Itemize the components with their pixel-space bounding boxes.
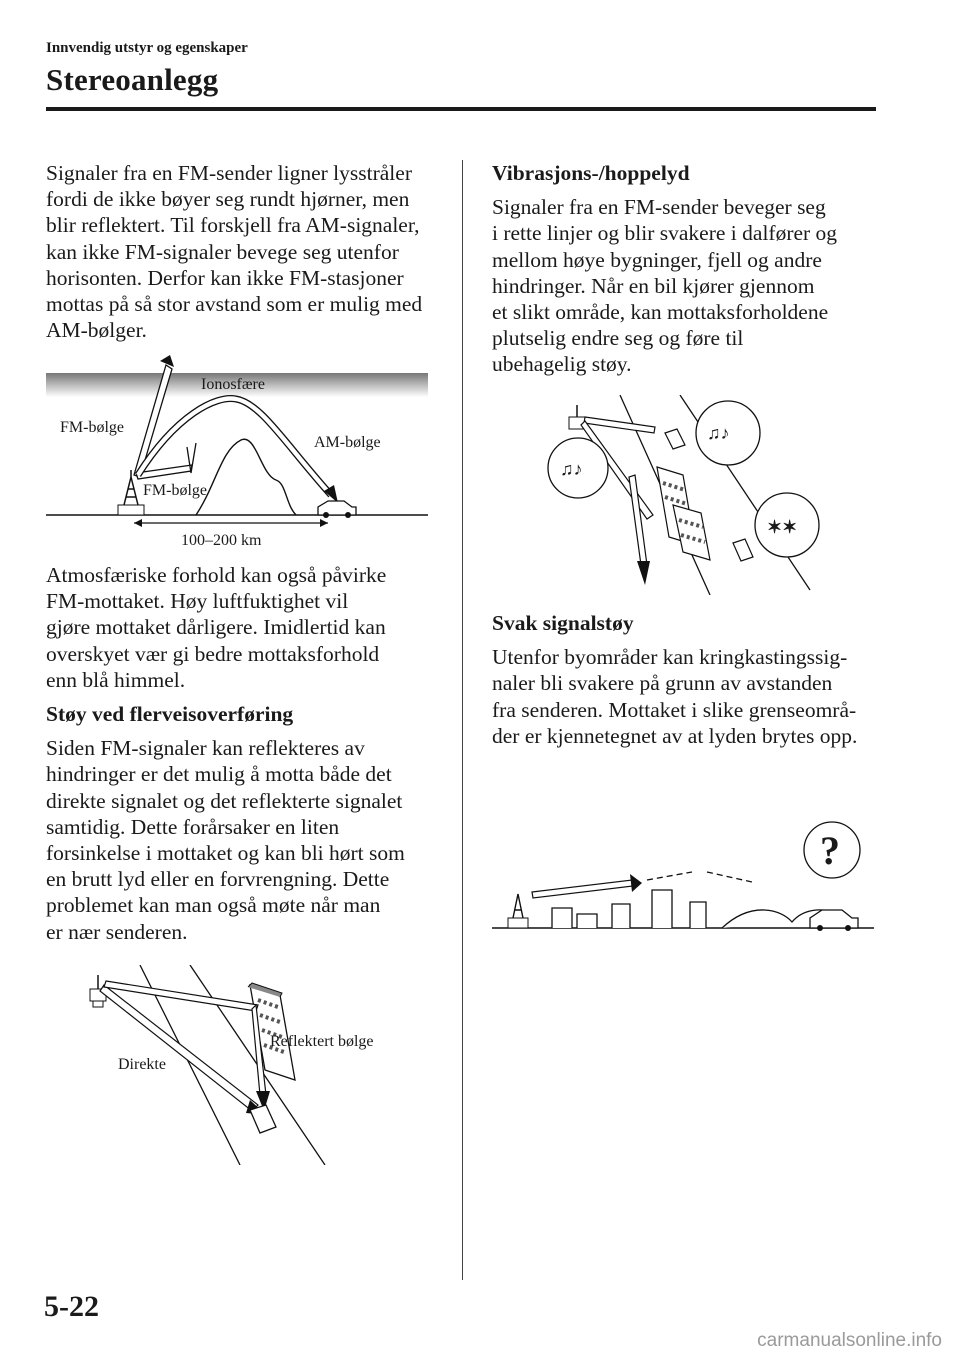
right-col-top: [492, 160, 892, 378]
mountain-outline: [196, 439, 296, 515]
direct-label: Direkte: [118, 1056, 166, 1073]
paragraph-atmospheric: Atmosfæriske forhold kan også påvirke FM-mottaket. Høy luftfuktighet vil gjøre mottaket dårligere. Imidlertid kan overskyet vær gi bedre mottaksforhold enn blå himmel.: [46, 563, 387, 692]
signal-wave-arrow: [532, 880, 633, 898]
page-title: Stereoanlegg: [46, 62, 219, 97]
figure-weak-signal: [492, 810, 877, 935]
paragraph-weak-signal: Utenfor byområder kan kringkastingssig- naler bli svakere på grunn av avstanden fra senderen. Mottaket i slike grenseområ- der er kjennetegnet av at lyden brytes opp.: [492, 645, 858, 748]
city-skyline: [552, 890, 842, 928]
svg-text:♫♪: ♫♪: [707, 423, 730, 443]
section-label: Innvendig utstyr og egenskaper: [46, 40, 248, 56]
fm-wave-label-top: FM-bølge: [60, 419, 124, 436]
svg-text:?: ?: [820, 828, 840, 873]
figure-vibration-noise: [545, 395, 825, 595]
svg-text:♫♪: ♫♪: [560, 459, 583, 479]
paragraph-vibration: Signaler fra en FM-sender beveger seg i rette linjer og blir svakere i dalfører og mellom høye bygninger, fjell og andre hindringer. Når en bil kjører gjennom et slikt område, kan mottaksforholdene plutselig endre seg og føre til ubehagelig støy.: [492, 195, 838, 377]
figure-fm-am-propagation: [46, 355, 436, 555]
car-icon: [665, 429, 685, 449]
paragraph-fm-signals: Signaler fra en FM-sender ligner lysstråler fordi de ikke bøyer seg rundt hjørner, men blir reflektert. Til forskjell fra AM-signaler, kan ikke FM-signaler bevege seg utenfor horisonten. Derfor kan ikke FM-stasjoner mottas på så stor avstand som er mulig med AM-bølger.: [46, 161, 423, 343]
heading-weak-signal: Svak signalstøy: [492, 611, 634, 635]
svg-text:✶✶: ✶✶: [767, 517, 798, 537]
right-col-weak: [492, 610, 892, 749]
watermark: carmanualsonline.info: [757, 1330, 942, 1351]
left-col-atmos: [46, 562, 446, 945]
reflected-label: Reflektert bølge: [270, 1033, 374, 1050]
weak-wave-dashed: [647, 872, 752, 882]
car-icon: [250, 1105, 276, 1133]
distance-label: 100–200 km: [181, 532, 262, 549]
fm-wave-label-bottom: FM-bølge: [143, 482, 207, 499]
car-icon: [810, 910, 858, 931]
left-col-intro: [46, 160, 446, 343]
radio-tower-icon: [508, 894, 528, 928]
title-rule: [46, 107, 876, 111]
am-wave-arc: [138, 399, 331, 495]
heading-vibration: Vibrasjons-/hoppelyd: [492, 161, 690, 185]
car-icon: [733, 539, 753, 561]
figure-multipath: [80, 965, 440, 1165]
page-number: 5-22: [44, 1290, 99, 1323]
column-separator: [462, 160, 463, 1280]
building-icon: [657, 467, 710, 560]
car-icon: [318, 501, 356, 518]
am-wave-label: AM-bølge: [314, 434, 381, 451]
paragraph-multipath: Siden FM-signaler kan reflekteres av hindringer er det mulig å motta både det direkte signalet og det reflekterte signalet samtidig. Dette forårsaker en liten forsinkelse i mottaket og kan bli hørt som en brutt lyd eller en forvrengning. Dette problemet kan man også møte når man er nær senderen.: [46, 736, 405, 944]
ionosphere-label: Ionosfære: [201, 376, 265, 393]
heading-multipath: Støy ved flerveisoverføring: [46, 702, 294, 727]
